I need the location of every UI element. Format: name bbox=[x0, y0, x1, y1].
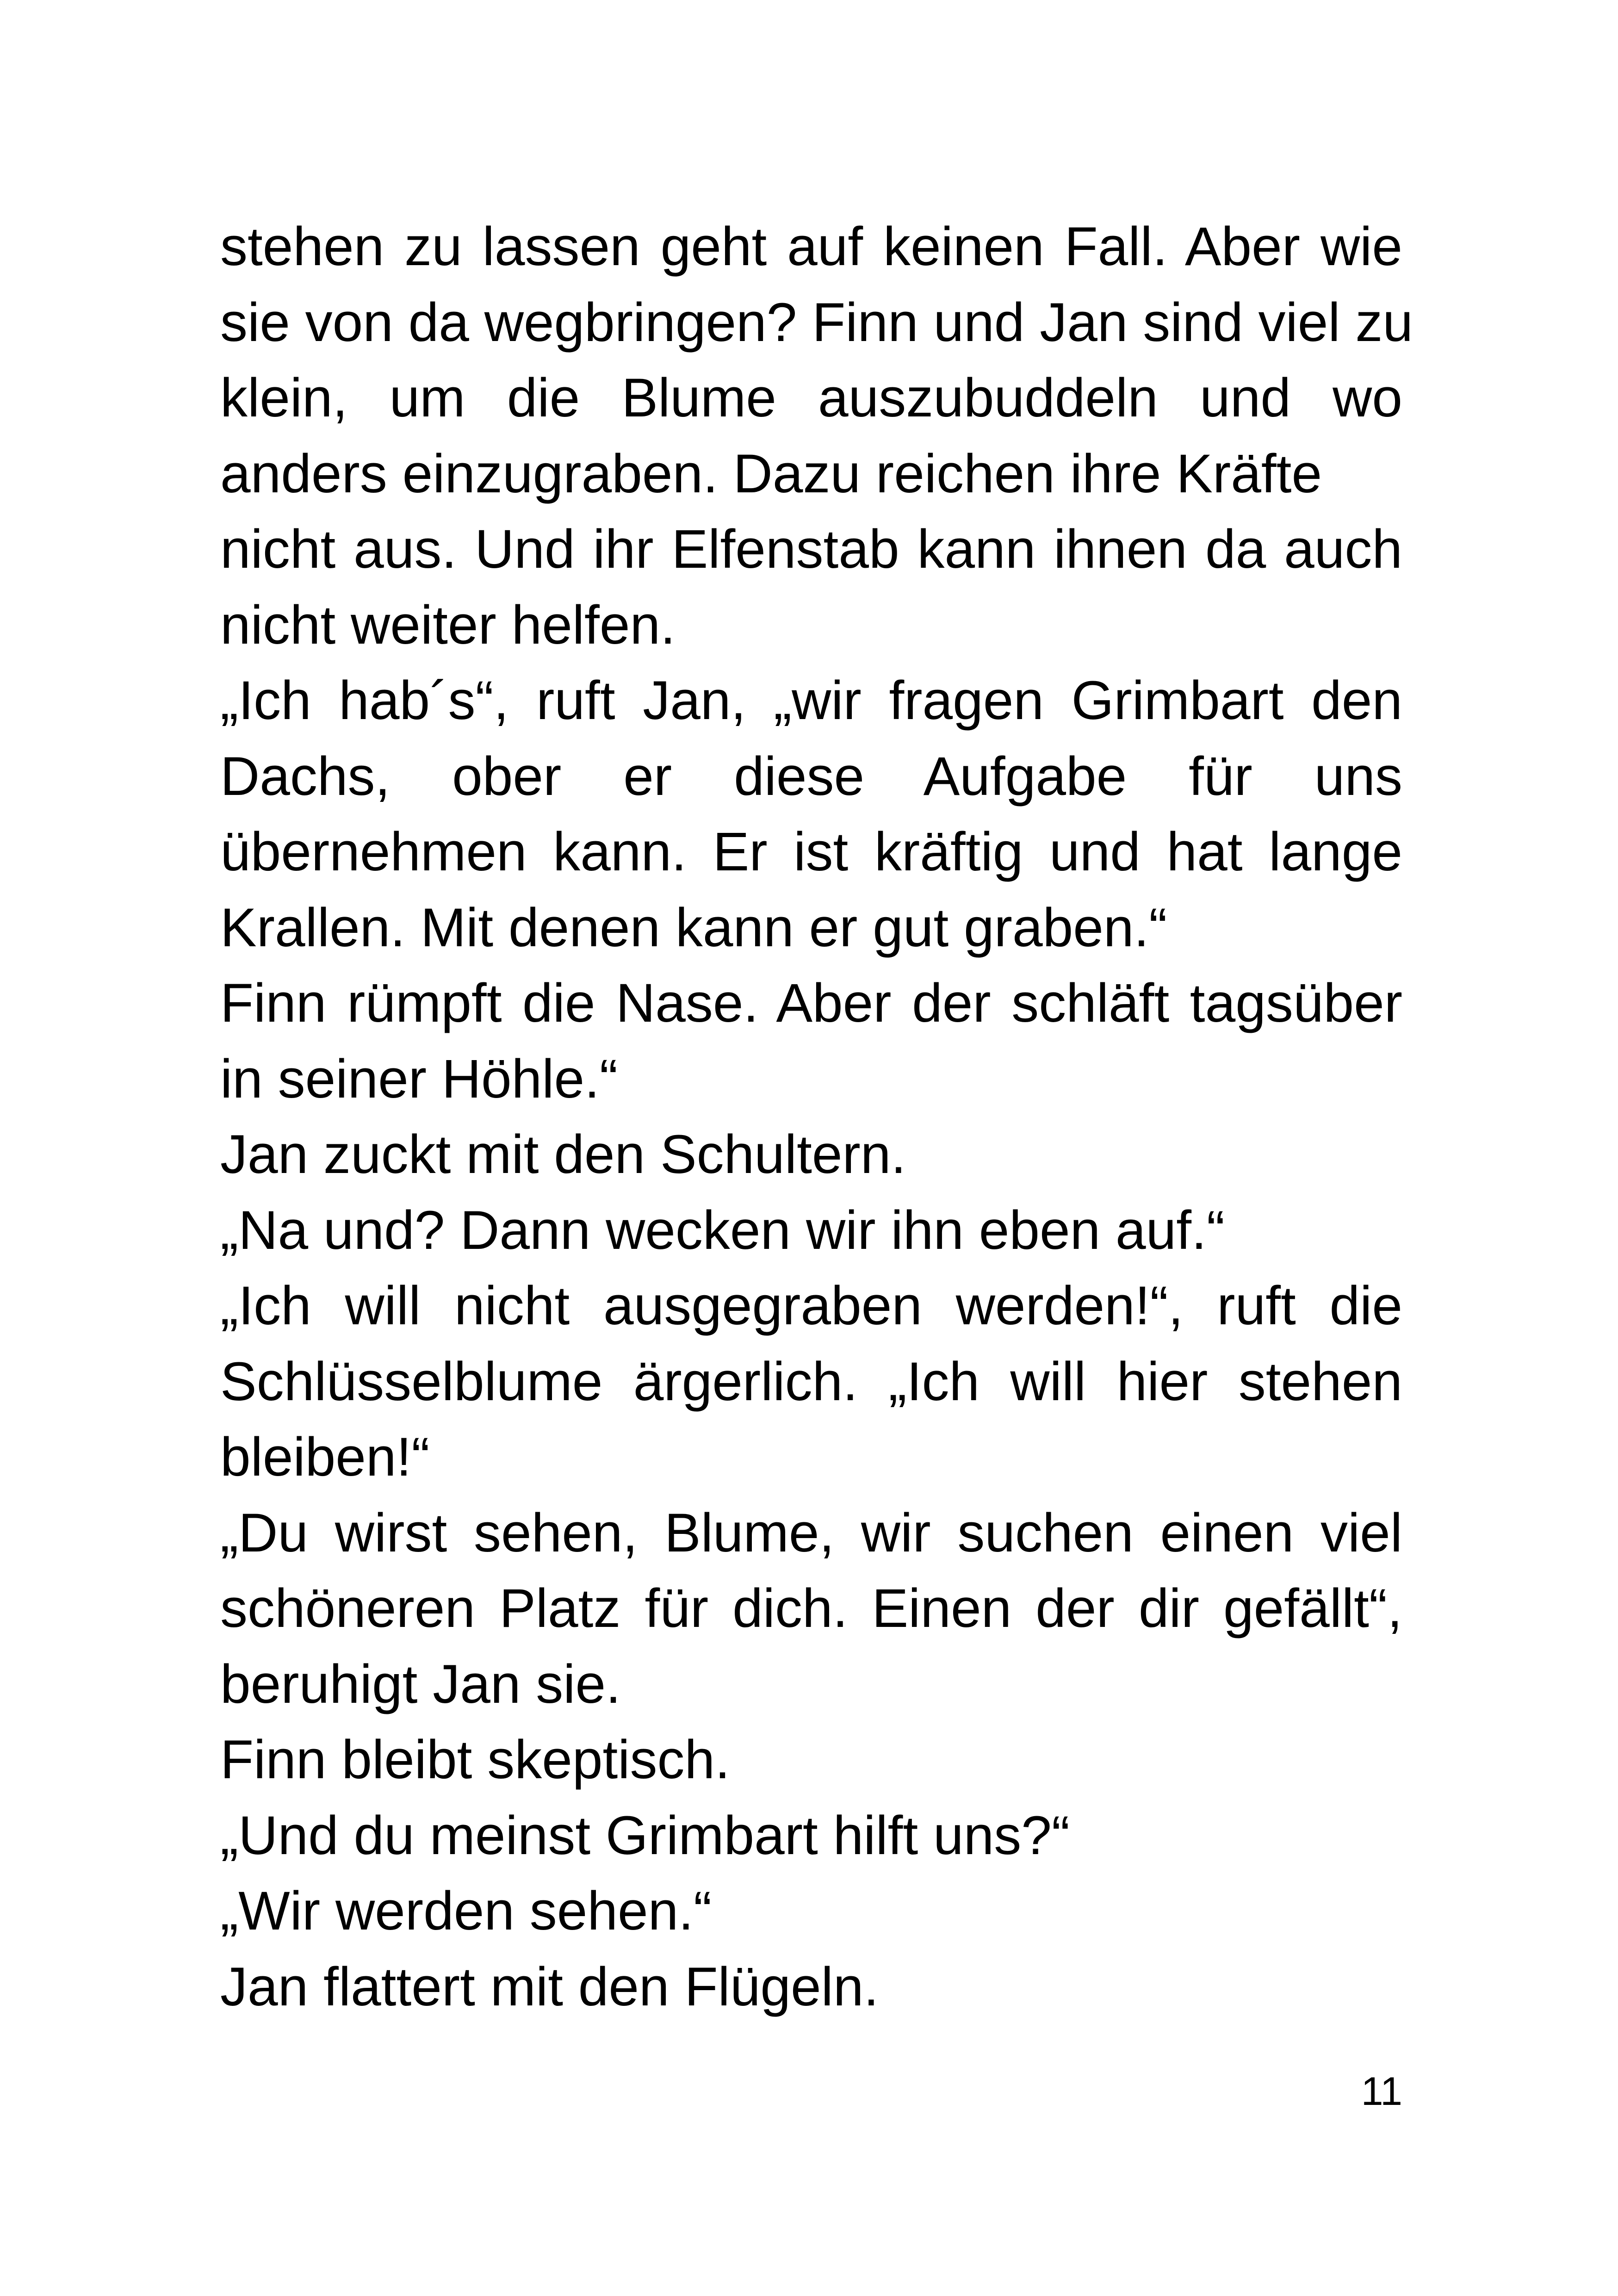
text-line: „Du wirst sehen, Blume, wir suchen einen viel bbox=[220, 1502, 1402, 1564]
text-line: Krallen. Mit denen kann er gut graben.“ bbox=[220, 897, 1167, 958]
text-line: Finn bleibt skeptisch. bbox=[220, 1729, 730, 1790]
text-line: beruhigt Jan sie. bbox=[220, 1653, 621, 1715]
text-line: klein, um die Blume auszubuddeln und wo bbox=[220, 367, 1402, 428]
text-line: bleiben!“ bbox=[220, 1427, 430, 1488]
text-line: „Wir werden sehen.“ bbox=[220, 1880, 712, 1942]
text-line: schöneren Platz für dich. Einen der dir gefällt“, bbox=[220, 1578, 1402, 1639]
text-line: anders einzugraben. Dazu reichen ihre Kräfte bbox=[220, 443, 1322, 504]
body-text bbox=[220, 209, 1413, 2025]
text-line: nicht aus. Und ihr Elfenstab kann ihnen da auch bbox=[220, 519, 1402, 580]
text-line: „Na und? Dann wecken wir ihn eben auf.“ bbox=[220, 1199, 1225, 1261]
text-line: sie von da wegbringen? Finn und Jan sind viel zu bbox=[220, 292, 1413, 353]
text-line: stehen zu lassen geht auf keinen Fall. Aber wie bbox=[220, 216, 1402, 277]
text-line: übernehmen kann. Er ist kräftig und hat lange bbox=[220, 821, 1402, 882]
page-number: 11 bbox=[1361, 2069, 1402, 2114]
text-line: Dachs, ober er diese Aufgabe für uns bbox=[220, 745, 1402, 807]
text-line: „Ich hab´s“, ruft Jan, „wir fragen Grimbart den bbox=[220, 670, 1402, 731]
text-line: nicht weiter helfen. bbox=[220, 594, 676, 656]
text-line: Finn rümpft die Nase. Aber der schläft tagsüber bbox=[220, 973, 1402, 1034]
text-line: „Ich will nicht ausgegraben werden!“, ruft die bbox=[220, 1275, 1402, 1336]
text-line: Jan zuckt mit den Schultern. bbox=[220, 1124, 906, 1185]
text-line: „Und du meinst Grimbart hilft uns?“ bbox=[220, 1805, 1070, 1866]
text-line: Schlüsselblume ärgerlich. „Ich will hier stehen bbox=[220, 1351, 1402, 1412]
text-line: in seiner Höhle.“ bbox=[220, 1048, 618, 1110]
text-line: Jan flattert mit den Flügeln. bbox=[220, 1956, 879, 2017]
